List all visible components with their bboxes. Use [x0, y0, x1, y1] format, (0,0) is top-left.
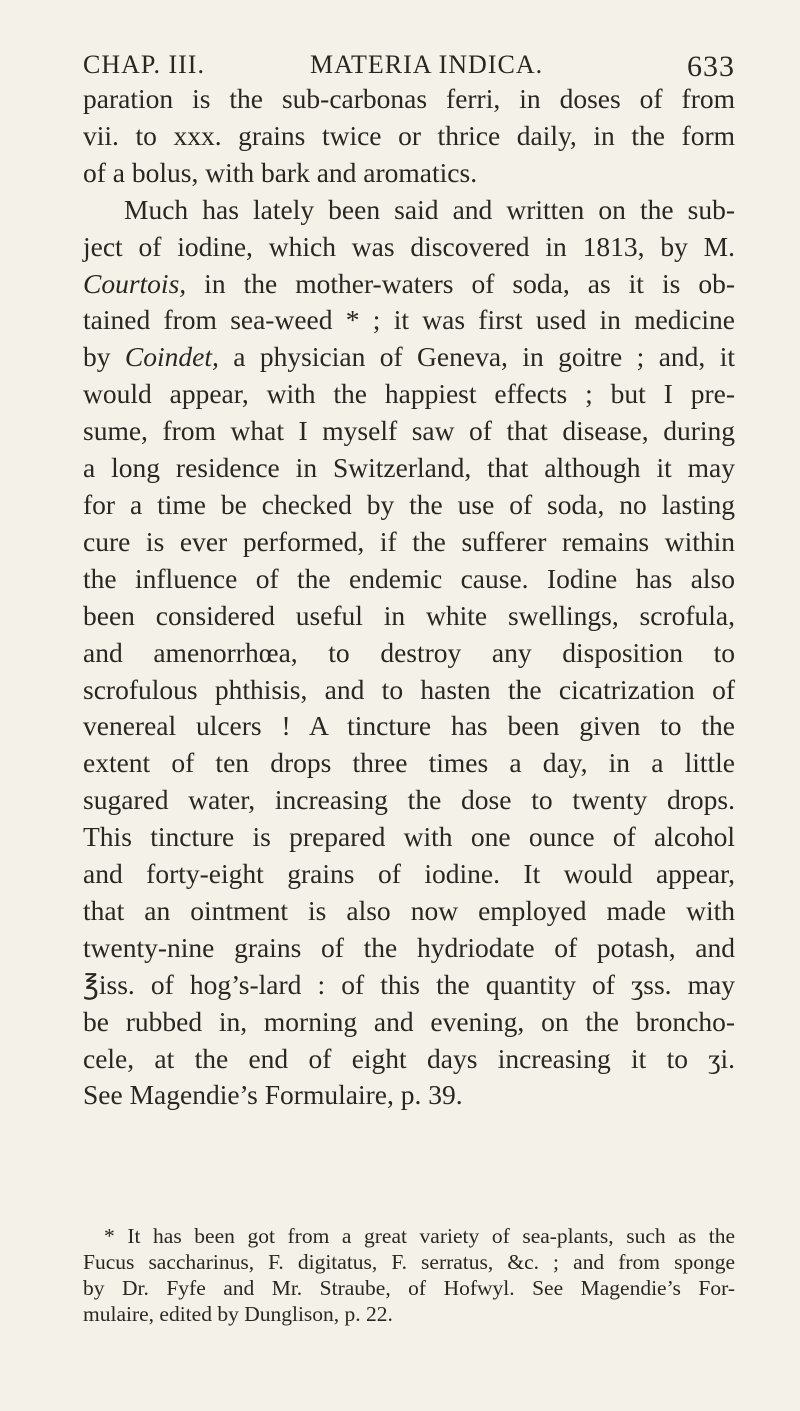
text-line — [83, 339, 735, 376]
name-courtois: Courtois, — [83, 267, 187, 299]
text-line — [83, 266, 735, 303]
footnote-line: by Dr. Fyfe and Mr. Straube, of Hofwyl. See Magendie’s For- — [83, 1276, 735, 1300]
text-fragment: in the mother-waters of soda, as it is ob- — [186, 267, 735, 299]
footnote-line: mulaire, edited by Dunglison, p. 22. — [83, 1302, 393, 1326]
text-line: of a bolus, with bark and aromatics. — [83, 156, 478, 188]
text-line: Much has lately been said and written on the sub- — [124, 193, 735, 225]
text-line: been considered useful in white swellings, scrofula, — [83, 599, 735, 631]
text-fragment: a physician of Geneva, in goitre ; and, it — [218, 341, 735, 373]
text-line: This tincture is prepared with one ounce of alcohol — [83, 821, 735, 853]
page-number: 633 — [687, 50, 735, 83]
text-line: would appear, with the happiest effects ; but I pre- — [83, 378, 735, 410]
book-title-heading: MATERIA INDICA. — [310, 50, 544, 79]
text-line: ject of iodine, which was discovered in 1813, by M. — [83, 230, 735, 262]
text-line: a long residence in Switzerland, that although it may — [83, 452, 735, 484]
body-text — [83, 81, 735, 1114]
text-line: tained from sea-weed * ; it was first used in medicine — [83, 304, 735, 336]
text-line: that an ointment is also now employed made with — [83, 894, 735, 926]
text-line: be rubbed in, morning and evening, on the broncho- — [83, 1005, 735, 1037]
text-line: and amenorrhœa, to destroy any disposition to — [83, 636, 735, 668]
text-fragment: by — [83, 341, 125, 373]
text-line: scrofulous phthisis, and to hasten the cicatrization of — [83, 673, 735, 705]
text-line: cure is ever performed, if the sufferer remains within — [83, 525, 735, 557]
text-line: vii. to xxx. grains twice or thrice daily, in the form — [83, 119, 735, 151]
text-line: venereal ulcers ! A tincture has been given to the — [83, 710, 735, 742]
text-line: extent of ten drops three times a day, in a little — [83, 747, 735, 779]
text-line: cele, at the end of eight days increasing it to ʒi. — [83, 1042, 735, 1074]
chapter-heading: CHAP. III. — [83, 50, 205, 79]
footnote — [83, 1223, 735, 1327]
paragraph-continuation — [83, 81, 735, 192]
text-line: for a time be checked by the use of soda, no lasting — [83, 488, 735, 520]
name-coindet: Coindet, — [124, 341, 219, 373]
text-line: and forty-eight grains of iodine. It would appear, — [83, 858, 735, 890]
text-line: the influence of the endemic cause. Iodine has also — [83, 562, 735, 594]
text-line: paration is the sub-carbonas ferri, in doses of from — [83, 83, 735, 114]
paragraph-iodine — [83, 192, 735, 1115]
footnote-line: Fucus saccharinus, F. digitatus, F. serratus, &c. ; and from sponge — [83, 1250, 735, 1274]
text-line: sugared water, increasing the dose to twenty drops. — [83, 784, 735, 816]
footnote-line: * It has been got from a great variety of sea-plants, such as the — [104, 1224, 735, 1248]
text-line: sume, from what I myself saw of that disease, during — [83, 415, 735, 447]
text-line: twenty-nine grains of the hydriodate of potash, and — [83, 931, 735, 963]
text-line: See Magendie’s Formulaire, p. 39. — [83, 1079, 463, 1111]
text-line: ℥iss. of hog’s-lard : of this the quantity of ʒss. may — [83, 968, 735, 1000]
